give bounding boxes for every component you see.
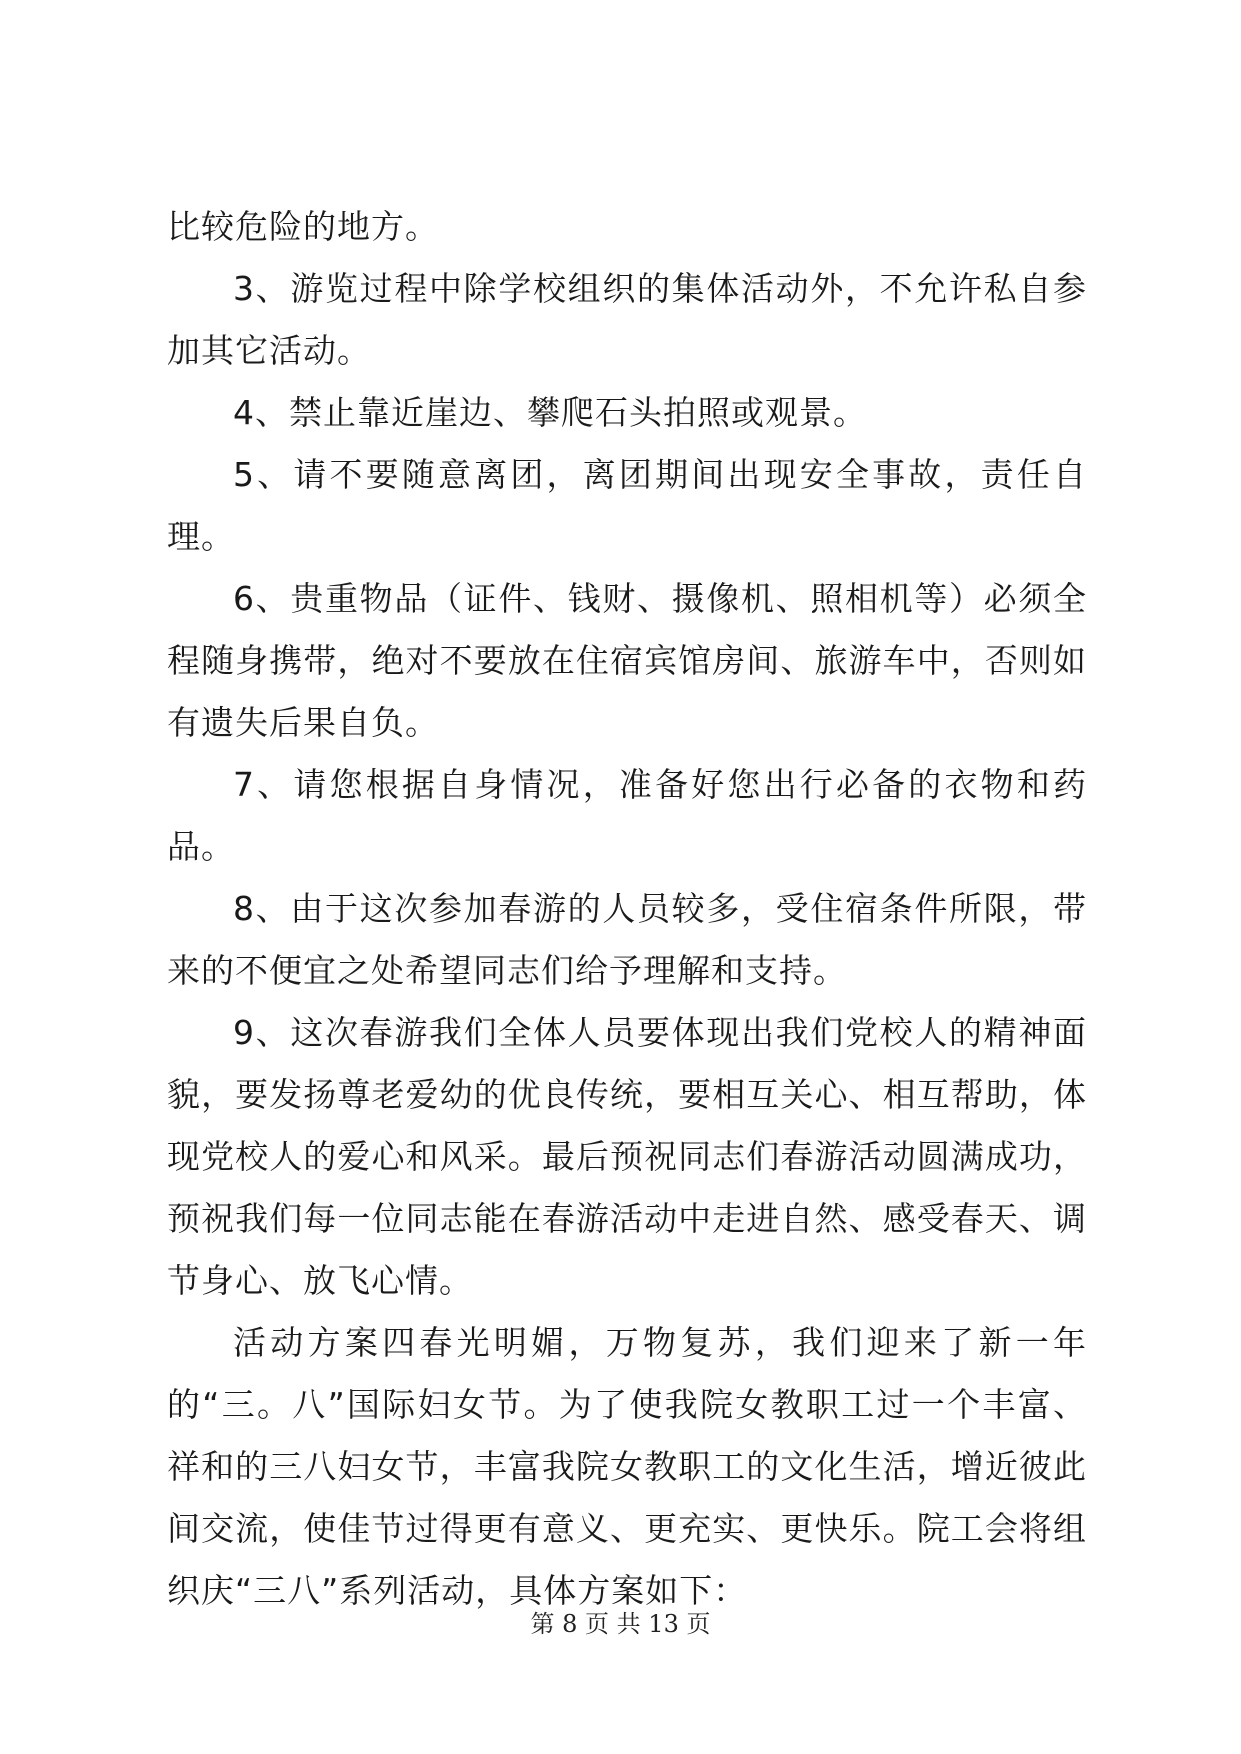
- paragraph: 5、请不要随意离团，离团期间出现安全事故，责任自理。: [167, 455, 1087, 556]
- page-number-footer: 第 8 页 共 13 页: [530, 1610, 711, 1638]
- paragraph: 比较危险的地方。: [167, 207, 439, 246]
- paragraph: 7、请您根据自身情况，准备好您出行必备的衣物和药品。: [167, 765, 1087, 866]
- paragraph: 9、这次春游我们全体人员要体现出我们党校人的精神面貌，要发扬尊老爱幼的优良传统，要相互关心、相互帮助，体现党校人的爱心和风采。最后预祝同志们春游活动圆满成功，预祝我们每一位同志能在春游活动中走进自然、感受春天、调节身心、放飞心情。: [167, 1013, 1087, 1300]
- paragraph: 8、由于这次参加春游的人员较多，受住宿条件所限，带来的不便宜之处希望同志们给予理解和支持。: [167, 889, 1087, 990]
- paragraph: 6、贵重物品（证件、钱财、摄像机、照相机等）必须全程随身携带，绝对不要放在住宿宾馆房间、旅游车中，否则如有遗失后果自负。: [167, 579, 1087, 742]
- paragraph: 活动方案四春光明媚，万物复苏，我们迎来了新一年的“三。八”国际妇女节。为了使我院女教职工过一个丰富、祥和的三八妇女节，丰富我院女教职工的文化生活，增近彼此间交流，使佳节过得更有意义、更充实、更快乐。院工会将组织庆“三八”系列活动，具体方案如下：: [167, 1323, 1087, 1610]
- paragraph: 4、禁止靠近崖边、攀爬石头拍照或观景。: [233, 393, 867, 432]
- document-body: [167, 196, 1087, 1622]
- paragraph: 3、游览过程中除学校组织的集体活动外，不允许私自参加其它活动。: [167, 269, 1087, 370]
